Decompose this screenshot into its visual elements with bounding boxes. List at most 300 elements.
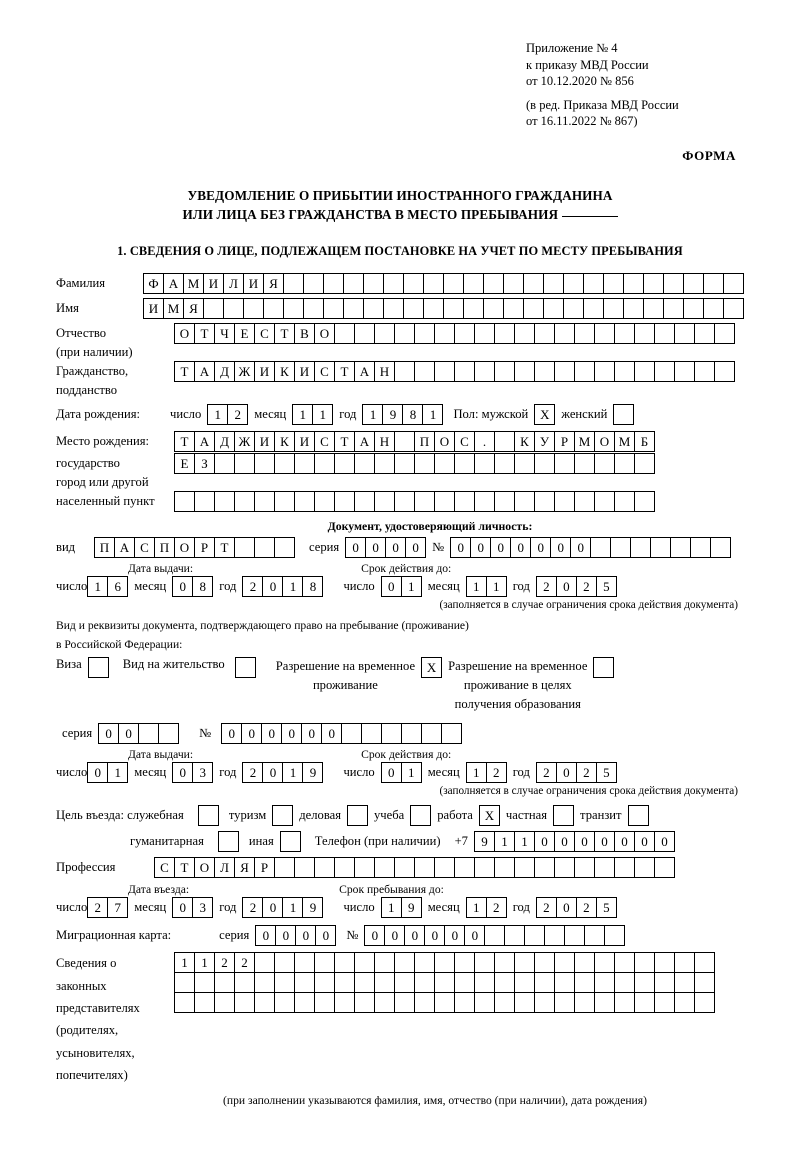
cell[interactable]: Я — [234, 857, 255, 878]
cell[interactable] — [374, 491, 395, 512]
cell[interactable] — [454, 952, 475, 973]
cell[interactable] — [534, 323, 555, 344]
name-input[interactable] — [143, 298, 744, 319]
cell[interactable]: И — [294, 431, 315, 452]
temporary-residence-checkbox[interactable]: Х — [421, 657, 442, 678]
cell[interactable]: . — [474, 431, 495, 452]
cell[interactable] — [674, 972, 695, 993]
cell[interactable] — [214, 972, 235, 993]
visa-checkbox[interactable] — [88, 657, 109, 678]
cell[interactable] — [323, 298, 344, 319]
cell[interactable] — [594, 972, 615, 993]
cell[interactable] — [463, 273, 484, 294]
cell[interactable]: И — [254, 361, 275, 382]
cell[interactable]: 2 — [536, 576, 557, 597]
representatives-input-2[interactable] — [174, 972, 715, 993]
cell[interactable] — [544, 925, 565, 946]
cell[interactable]: Д — [214, 361, 235, 382]
cell[interactable]: Д — [214, 431, 235, 452]
cell[interactable]: 2 — [227, 404, 248, 425]
birth-month-input[interactable] — [292, 404, 333, 425]
cell[interactable]: 1 — [87, 576, 108, 597]
cell[interactable] — [434, 361, 455, 382]
cell[interactable] — [614, 992, 635, 1013]
cell[interactable]: М — [574, 431, 595, 452]
purpose-business-checkbox[interactable] — [347, 805, 368, 826]
cell[interactable] — [314, 952, 335, 973]
cell[interactable]: М — [183, 273, 204, 294]
cell[interactable] — [394, 992, 415, 1013]
cell[interactable] — [341, 723, 362, 744]
residence-permit-checkbox[interactable] — [235, 657, 256, 678]
cell[interactable] — [574, 323, 595, 344]
surname-input[interactable] — [143, 273, 744, 294]
cell[interactable] — [423, 298, 444, 319]
cell[interactable]: 0 — [221, 723, 242, 744]
cell[interactable]: Л — [214, 857, 235, 878]
cell[interactable] — [574, 972, 595, 993]
cell[interactable]: О — [174, 323, 195, 344]
cell[interactable] — [203, 298, 224, 319]
cell[interactable]: Ж — [234, 431, 255, 452]
cell[interactable]: 0 — [510, 537, 531, 558]
cell[interactable]: Т — [194, 323, 215, 344]
cell[interactable] — [634, 453, 655, 474]
cell[interactable] — [254, 491, 275, 512]
cell[interactable]: 0 — [470, 537, 491, 558]
cell[interactable] — [274, 491, 295, 512]
cell[interactable]: 0 — [255, 925, 276, 946]
cell[interactable] — [514, 952, 535, 973]
cell[interactable] — [554, 972, 575, 993]
cell[interactable]: Н — [374, 361, 395, 382]
cell[interactable]: 1 — [292, 404, 313, 425]
cell[interactable] — [494, 992, 515, 1013]
cell[interactable] — [174, 491, 195, 512]
cell[interactable] — [434, 857, 455, 878]
purpose-transit-checkbox[interactable] — [628, 805, 649, 826]
cell[interactable]: 0 — [570, 537, 591, 558]
permit-series-input[interactable] — [98, 723, 179, 744]
cell[interactable] — [614, 453, 635, 474]
cell[interactable]: 1 — [282, 576, 303, 597]
cell[interactable] — [663, 273, 684, 294]
migration-number-input[interactable] — [364, 925, 625, 946]
cell[interactable]: 0 — [365, 537, 386, 558]
cell[interactable] — [710, 537, 731, 558]
education-residence-checkbox[interactable] — [593, 657, 614, 678]
cell[interactable]: С — [134, 537, 155, 558]
cell[interactable]: В — [294, 323, 315, 344]
purpose-service-checkbox[interactable] — [198, 805, 219, 826]
cell[interactable] — [414, 453, 435, 474]
cell[interactable]: 9 — [474, 831, 495, 852]
purpose-other-checkbox[interactable] — [280, 831, 301, 852]
cell[interactable]: С — [314, 431, 335, 452]
cell[interactable]: 0 — [321, 723, 342, 744]
cell[interactable] — [494, 431, 515, 452]
cell[interactable] — [254, 952, 275, 973]
cell[interactable] — [594, 323, 615, 344]
cell[interactable]: 1 — [381, 897, 402, 918]
cell[interactable]: А — [194, 361, 215, 382]
birthplace-input-1[interactable] — [174, 431, 655, 452]
entry-day-input[interactable] — [87, 897, 128, 918]
cell[interactable] — [214, 453, 235, 474]
cell[interactable]: А — [354, 431, 375, 452]
cell[interactable] — [583, 298, 604, 319]
cell[interactable]: 0 — [554, 831, 575, 852]
cell[interactable] — [534, 491, 555, 512]
cell[interactable]: 1 — [466, 762, 487, 783]
cell[interactable]: 0 — [295, 925, 316, 946]
cell[interactable]: 5 — [596, 897, 617, 918]
cell[interactable] — [574, 857, 595, 878]
cell[interactable] — [474, 491, 495, 512]
identity-valid-month-input[interactable] — [466, 576, 507, 597]
purpose-work-checkbox[interactable]: Х — [479, 805, 500, 826]
cell[interactable] — [334, 952, 355, 973]
cell[interactable] — [323, 273, 344, 294]
cell[interactable]: 8 — [192, 576, 213, 597]
cell[interactable] — [663, 298, 684, 319]
cell[interactable] — [614, 952, 635, 973]
purpose-study-checkbox[interactable] — [410, 805, 431, 826]
cell[interactable]: 1 — [207, 404, 228, 425]
cell[interactable] — [494, 952, 515, 973]
cell[interactable] — [414, 857, 435, 878]
cell[interactable]: 0 — [404, 925, 425, 946]
cell[interactable]: Л — [223, 273, 244, 294]
cell[interactable]: 1 — [401, 576, 422, 597]
cell[interactable] — [723, 298, 744, 319]
cell[interactable] — [494, 972, 515, 993]
cell[interactable] — [223, 298, 244, 319]
cell[interactable]: 1 — [514, 831, 535, 852]
cell[interactable] — [474, 361, 495, 382]
cell[interactable]: А — [163, 273, 184, 294]
cell[interactable] — [374, 952, 395, 973]
cell[interactable] — [374, 972, 395, 993]
cell[interactable] — [334, 972, 355, 993]
cell[interactable] — [694, 323, 715, 344]
cell[interactable] — [703, 298, 724, 319]
cell[interactable]: 0 — [464, 925, 485, 946]
cell[interactable] — [383, 273, 404, 294]
profession-input[interactable] — [154, 857, 675, 878]
cell[interactable] — [174, 972, 195, 993]
cell[interactable] — [174, 992, 195, 1013]
cell[interactable]: 6 — [107, 576, 128, 597]
cell[interactable] — [650, 537, 671, 558]
cell[interactable] — [674, 361, 695, 382]
patronymic-input[interactable] — [174, 323, 735, 344]
cell[interactable] — [294, 972, 315, 993]
cell[interactable] — [534, 857, 555, 878]
cell[interactable]: 0 — [574, 831, 595, 852]
cell[interactable] — [414, 972, 435, 993]
cell[interactable] — [723, 273, 744, 294]
cell[interactable] — [634, 361, 655, 382]
cell[interactable] — [394, 857, 415, 878]
cell[interactable] — [254, 992, 275, 1013]
cell[interactable] — [343, 273, 364, 294]
cell[interactable] — [274, 992, 295, 1013]
cell[interactable] — [138, 723, 159, 744]
cell[interactable]: Р — [194, 537, 215, 558]
cell[interactable] — [630, 537, 651, 558]
cell[interactable] — [394, 431, 415, 452]
birthplace-input-2[interactable] — [174, 453, 655, 474]
cell[interactable] — [474, 857, 495, 878]
cell[interactable] — [574, 952, 595, 973]
cell[interactable] — [474, 972, 495, 993]
cell[interactable] — [214, 491, 235, 512]
cell[interactable]: 0 — [172, 897, 193, 918]
cell[interactable]: О — [174, 537, 195, 558]
cell[interactable]: У — [534, 431, 555, 452]
cell[interactable]: Е — [174, 453, 195, 474]
cell[interactable] — [394, 323, 415, 344]
cell[interactable] — [554, 491, 575, 512]
cell[interactable] — [354, 323, 375, 344]
cell[interactable]: 0 — [424, 925, 445, 946]
cell[interactable]: 2 — [242, 576, 263, 597]
entry-year-input[interactable] — [242, 897, 323, 918]
cell[interactable]: 0 — [262, 576, 283, 597]
cell[interactable] — [394, 361, 415, 382]
cell[interactable] — [714, 323, 735, 344]
cell[interactable] — [594, 453, 615, 474]
cell[interactable] — [334, 491, 355, 512]
cell[interactable]: 0 — [98, 723, 119, 744]
cell[interactable]: И — [254, 431, 275, 452]
cell[interactable] — [683, 273, 704, 294]
cell[interactable]: Р — [554, 431, 575, 452]
representatives-input-3[interactable] — [174, 992, 715, 1013]
cell[interactable]: 0 — [654, 831, 675, 852]
cell[interactable]: Б — [634, 431, 655, 452]
cell[interactable] — [441, 723, 462, 744]
cell[interactable]: 0 — [530, 537, 551, 558]
cell[interactable] — [334, 323, 355, 344]
cell[interactable]: 0 — [301, 723, 322, 744]
cell[interactable] — [694, 952, 715, 973]
cell[interactable] — [494, 857, 515, 878]
cell[interactable] — [374, 992, 395, 1013]
identity-valid-day-input[interactable] — [381, 576, 422, 597]
cell[interactable] — [654, 857, 675, 878]
cell[interactable] — [434, 323, 455, 344]
cell[interactable] — [643, 298, 664, 319]
cell[interactable] — [254, 453, 275, 474]
cell[interactable]: 1 — [362, 404, 383, 425]
cell[interactable] — [283, 298, 304, 319]
cell[interactable]: А — [194, 431, 215, 452]
cell[interactable] — [634, 952, 655, 973]
cell[interactable] — [243, 298, 264, 319]
stay-year-input[interactable] — [536, 897, 617, 918]
cell[interactable] — [274, 857, 295, 878]
cell[interactable] — [354, 972, 375, 993]
cell[interactable]: Ж — [234, 361, 255, 382]
cell[interactable] — [514, 323, 535, 344]
cell[interactable]: П — [154, 537, 175, 558]
sex-male-checkbox[interactable]: Х — [534, 404, 555, 425]
cell[interactable] — [474, 952, 495, 973]
identity-issue-year-input[interactable] — [242, 576, 323, 597]
cell[interactable]: С — [254, 323, 275, 344]
cell[interactable]: С — [454, 431, 475, 452]
cell[interactable]: П — [414, 431, 435, 452]
cell[interactable] — [454, 992, 475, 1013]
purpose-tourism-checkbox[interactable] — [272, 805, 293, 826]
cell[interactable] — [514, 857, 535, 878]
cell[interactable]: А — [354, 361, 375, 382]
cell[interactable]: 0 — [315, 925, 336, 946]
cell[interactable] — [523, 298, 544, 319]
sex-female-checkbox[interactable] — [613, 404, 634, 425]
cell[interactable]: Ф — [143, 273, 164, 294]
cell[interactable]: 8 — [402, 404, 423, 425]
cell[interactable]: 0 — [444, 925, 465, 946]
cell[interactable] — [554, 992, 575, 1013]
cell[interactable]: О — [194, 857, 215, 878]
cell[interactable] — [654, 972, 675, 993]
cell[interactable]: 2 — [486, 897, 507, 918]
cell[interactable]: 2 — [486, 762, 507, 783]
cell[interactable]: 1 — [401, 762, 422, 783]
cell[interactable] — [504, 925, 525, 946]
cell[interactable] — [614, 323, 635, 344]
cell[interactable] — [263, 298, 284, 319]
cell[interactable] — [394, 453, 415, 474]
cell[interactable] — [454, 453, 475, 474]
cell[interactable]: О — [314, 323, 335, 344]
cell[interactable] — [414, 992, 435, 1013]
cell[interactable]: З — [194, 453, 215, 474]
cell[interactable]: 9 — [302, 762, 323, 783]
cell[interactable]: 0 — [490, 537, 511, 558]
cell[interactable] — [403, 273, 424, 294]
cell[interactable] — [314, 453, 335, 474]
cell[interactable] — [574, 453, 595, 474]
cell[interactable]: 1 — [282, 762, 303, 783]
purpose-private-checkbox[interactable] — [553, 805, 574, 826]
cell[interactable] — [534, 972, 555, 993]
cell[interactable]: Ч — [214, 323, 235, 344]
cell[interactable] — [274, 952, 295, 973]
cell[interactable]: 7 — [107, 897, 128, 918]
cell[interactable]: И — [203, 273, 224, 294]
cell[interactable] — [534, 453, 555, 474]
cell[interactable] — [594, 491, 615, 512]
cell[interactable]: 0 — [556, 576, 577, 597]
cell[interactable] — [614, 857, 635, 878]
cell[interactable] — [534, 952, 555, 973]
stay-day-input[interactable] — [381, 897, 422, 918]
cell[interactable]: Я — [263, 273, 284, 294]
cell[interactable]: П — [94, 537, 115, 558]
cell[interactable] — [381, 723, 402, 744]
cell[interactable] — [283, 273, 304, 294]
cell[interactable] — [194, 491, 215, 512]
cell[interactable]: 2 — [576, 762, 597, 783]
cell[interactable]: 1 — [174, 952, 195, 973]
cell[interactable] — [354, 453, 375, 474]
cell[interactable]: 0 — [634, 831, 655, 852]
cell[interactable] — [614, 491, 635, 512]
cell[interactable]: 1 — [282, 897, 303, 918]
stay-month-input[interactable] — [466, 897, 507, 918]
cell[interactable] — [564, 925, 585, 946]
cell[interactable] — [294, 952, 315, 973]
cell[interactable] — [294, 857, 315, 878]
cell[interactable]: С — [154, 857, 175, 878]
cell[interactable] — [303, 298, 324, 319]
cell[interactable]: 0 — [594, 831, 615, 852]
cell[interactable] — [401, 723, 422, 744]
cell[interactable]: М — [163, 298, 184, 319]
representatives-input-1[interactable] — [174, 952, 715, 973]
permit-issue-year-input[interactable] — [242, 762, 323, 783]
cell[interactable] — [434, 992, 455, 1013]
cell[interactable] — [583, 273, 604, 294]
cell[interactable] — [434, 453, 455, 474]
cell[interactable] — [503, 273, 524, 294]
permit-valid-day-input[interactable] — [381, 762, 422, 783]
cell[interactable] — [474, 453, 495, 474]
cell[interactable]: 9 — [382, 404, 403, 425]
cell[interactable] — [603, 273, 624, 294]
cell[interactable] — [674, 992, 695, 1013]
cell[interactable] — [234, 972, 255, 993]
cell[interactable] — [314, 491, 335, 512]
cell[interactable]: 0 — [381, 762, 402, 783]
cell[interactable]: 0 — [262, 762, 283, 783]
cell[interactable] — [494, 323, 515, 344]
cell[interactable] — [294, 992, 315, 1013]
cell[interactable]: 0 — [450, 537, 471, 558]
cell[interactable]: Е — [234, 323, 255, 344]
cell[interactable] — [374, 453, 395, 474]
cell[interactable] — [463, 298, 484, 319]
cell[interactable] — [523, 273, 544, 294]
cell[interactable]: 2 — [536, 897, 557, 918]
cell[interactable] — [623, 273, 644, 294]
cell[interactable] — [434, 491, 455, 512]
cell[interactable]: 1 — [107, 762, 128, 783]
cell[interactable] — [563, 298, 584, 319]
cell[interactable] — [314, 857, 335, 878]
cell[interactable]: К — [274, 431, 295, 452]
cell[interactable] — [494, 361, 515, 382]
cell[interactable]: Н — [374, 431, 395, 452]
cell[interactable] — [683, 298, 704, 319]
cell[interactable] — [314, 992, 335, 1013]
cell[interactable] — [514, 491, 535, 512]
cell[interactable]: 5 — [596, 576, 617, 597]
cell[interactable] — [574, 992, 595, 1013]
identity-issue-day-input[interactable] — [87, 576, 128, 597]
cell[interactable] — [584, 925, 605, 946]
cell[interactable] — [274, 453, 295, 474]
cell[interactable]: 0 — [534, 831, 555, 852]
cell[interactable] — [354, 992, 375, 1013]
cell[interactable] — [194, 992, 215, 1013]
cell[interactable] — [634, 972, 655, 993]
cell[interactable] — [614, 972, 635, 993]
